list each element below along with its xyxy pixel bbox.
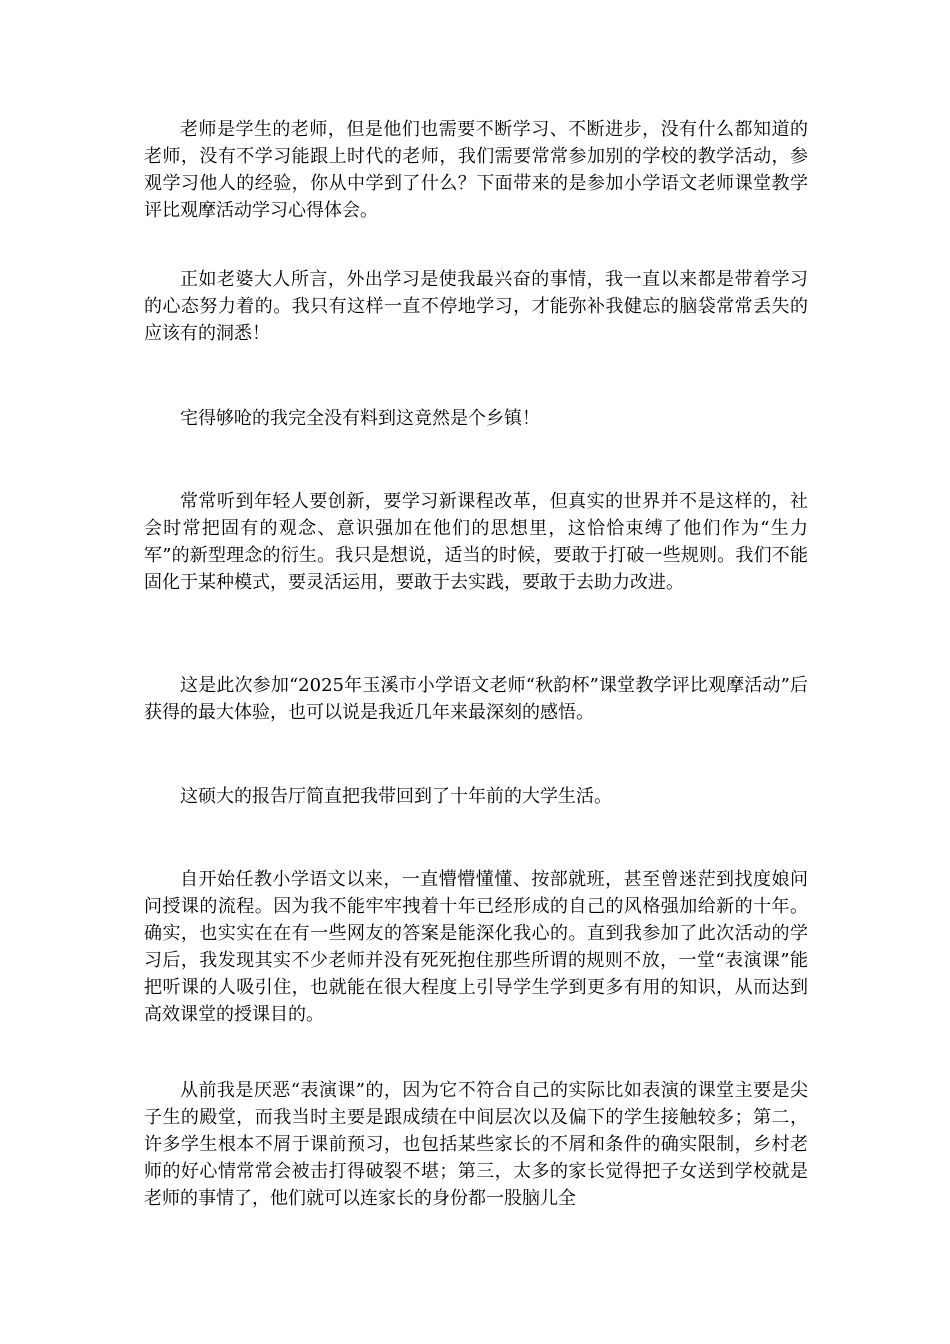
- paragraph-performance-class: 从前我是厌恶“表演课”的，因为它不符合自己的实际比如表演的课堂主要是尖子生的殿堂，而我当时主要是跟成绩在中间层次以及偏下的学生接触较多；第二，许多学生根本不屑于课前预习，也包括某些家长的不屑和条件的确实限制，乡村老师的好心情常常会被击打得破裂不堪；第三，太多的家长觉得把子女送到学校就是老师的事情了，他们就可以连家长的身份都一股脑儿全: [144, 1080, 808, 1209]
- paragraph-innovation: 常常听到年轻人要创新，要学习新课程改革，但真实的世界并不是这样的，社会时常把固有的观念、意识强加在他们的思想里，这恰恰束缚了他们作为“生力军”的新型理念的衍生。我只是想说，适当的时候，要敢于打破一些规则。我们不能固化于某种模式，要灵活运用，要敢于去实践，要敢于去助力改进。: [144, 491, 808, 593]
- paragraph-learning-attitude: 正如老婆大人所言，外出学习是使我最兴奋的事情，我一直以来都是带着学习的心态努力着的。我只有这样一直不停地学习，才能弥补我健忘的脑袋常常丢失的应该有的洞悉！: [144, 269, 808, 344]
- paragraph-township: 宅得够呛的我完全没有料到这竟然是个乡镇！: [180, 408, 540, 429]
- paragraph-experience: 这是此次参加“2025年玉溪市小学语文老师“秋韵杯”课堂教学评比观摩活动”后获得的最大体验，也可以说是我近几年来最深刻的感悟。: [144, 675, 808, 723]
- paragraph-teaching-journey: 自开始任教小学语文以来，一直懵懵懂懂、按部就班，甚至曾迷茫到找度娘问问授课的流程。因为我不能牢牢拽着十年已经形成的自己的风格强加给新的十年。确实，也实实在在有一些网友的答案是能深化我心的。直到我参加了此次活动的学习后，我发现其实不少老师并没有死死抱住那些所谓的规则不放，一堂“表演课”能把听课的人吸引住，也就能在很大程度上引导学生学到更多有用的知识，从而达到高效课堂的授课目的。: [144, 869, 808, 1025]
- paragraph-intro: 老师是学生的老师，但是他们也需要不断学习、不断进步，没有什么都知道的老师，没有不学习能跟上时代的老师，我们需要常常参加别的学校的教学活动，参观学习他人的经验，你从中学到了什么？下面带来的是参加小学语文老师课堂教学评比观摩活动学习心得体会。: [144, 119, 808, 221]
- paragraph-lecture-hall: 这硕大的报告厅简直把我带回到了十年前的大学生活。: [180, 786, 612, 807]
